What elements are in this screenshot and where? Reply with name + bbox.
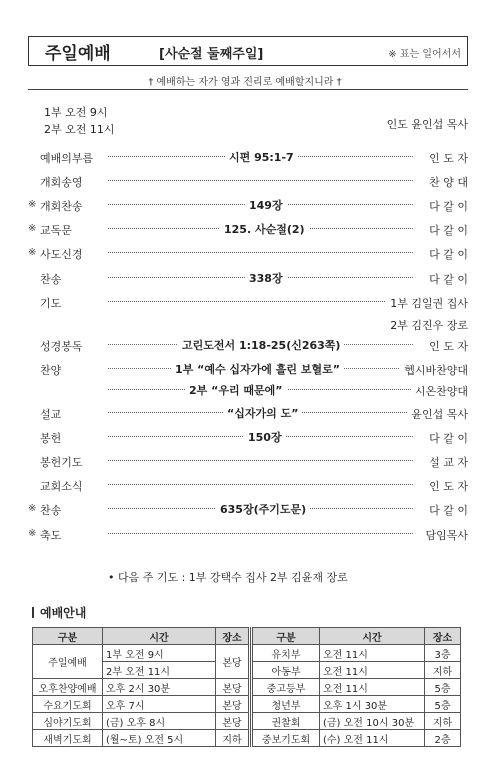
order-leader: 담임목사 bbox=[421, 527, 468, 543]
cell-place: 2층 bbox=[425, 730, 461, 747]
section-heading bbox=[32, 604, 86, 621]
order-label: 교회소식 bbox=[40, 480, 83, 493]
cell-name: 권찰회 bbox=[253, 713, 320, 730]
order-leader: 다 같 이 bbox=[425, 222, 468, 238]
table-row bbox=[33, 645, 249, 662]
cell-place: 5층 bbox=[425, 696, 461, 713]
order-leader: 인 도 자 bbox=[425, 478, 468, 494]
order-label: 찬송 bbox=[40, 504, 62, 517]
table-row bbox=[253, 645, 461, 662]
order-row bbox=[0, 500, 490, 520]
cell-place: 지하 bbox=[425, 713, 461, 730]
dot-leader bbox=[108, 533, 413, 534]
cell-time: 오후 1시 30분 bbox=[320, 696, 425, 713]
col-header: 구분 bbox=[253, 628, 320, 645]
cell-place: 5층 bbox=[425, 679, 461, 696]
order-label: 봉헌 bbox=[40, 432, 62, 445]
heading-bar bbox=[32, 607, 34, 618]
praise-2-choir: 시온찬양대 bbox=[411, 383, 468, 399]
dot-leader bbox=[108, 252, 413, 253]
standing-mark: ※ bbox=[28, 199, 37, 210]
order-label: 개회송영 bbox=[40, 176, 83, 189]
table-divider bbox=[248, 627, 251, 747]
order-label: 예배의부름 bbox=[40, 152, 94, 165]
header-box bbox=[28, 36, 468, 66]
order-content: 338장 bbox=[245, 270, 287, 286]
order-row bbox=[0, 220, 490, 240]
next-week-prayer: • 다음 주 기도 : 1부 강택수 집사 2부 김윤재 장로 bbox=[108, 571, 348, 584]
order-row bbox=[0, 452, 490, 472]
cell-name: 심야기도회 bbox=[33, 713, 103, 730]
table-row bbox=[33, 713, 249, 730]
order-leader: 윤인섭 목사 bbox=[407, 406, 468, 422]
cell-name: 새벽기도회 bbox=[33, 730, 103, 747]
order-label: 사도신경 bbox=[40, 248, 83, 261]
col-header: 장소 bbox=[425, 628, 461, 645]
dot-leader bbox=[108, 180, 413, 181]
order-row bbox=[0, 476, 490, 496]
table-row bbox=[253, 730, 461, 747]
dot-leader bbox=[108, 484, 413, 485]
order-row-praise-2 bbox=[0, 381, 490, 401]
table-row bbox=[253, 679, 461, 696]
order-label: 개회찬송 bbox=[40, 200, 83, 213]
dot-leader bbox=[108, 301, 413, 302]
service-time-2: 2부 오전 11시 bbox=[44, 123, 115, 136]
cell-name: 오후찬양예배 bbox=[33, 679, 103, 696]
service-time-1: 1부 오전 9시 bbox=[44, 106, 108, 119]
order-leader: 설 교 자 bbox=[425, 454, 468, 470]
table-row bbox=[253, 696, 461, 713]
cell-place: 3층 bbox=[425, 645, 461, 662]
order-label: 봉헌기도 bbox=[40, 456, 83, 469]
page-subtitle: [사순절 둘째주일] bbox=[159, 47, 264, 62]
order-row bbox=[0, 269, 490, 289]
order-row bbox=[0, 404, 490, 424]
cell-place: 본당 bbox=[216, 696, 249, 713]
cell-name: 아동부 bbox=[253, 662, 320, 679]
motto: † 예배하는 자가 영과 진리로 예배할지니라 † bbox=[148, 77, 342, 88]
cell-time: 2부 오전 11시 bbox=[103, 662, 216, 679]
cell-time: (금) 오후 8시 bbox=[103, 713, 216, 730]
order-leader: 다 같 이 bbox=[425, 246, 468, 262]
order-leader: 인 도 자 bbox=[425, 150, 468, 166]
col-header: 시간 bbox=[320, 628, 425, 645]
guide-title: 예배안내 bbox=[40, 606, 87, 620]
cell-time: (월~토) 오전 5시 bbox=[103, 730, 216, 747]
cell-name: 유치부 bbox=[253, 645, 320, 662]
order-row bbox=[0, 148, 490, 168]
order-row bbox=[0, 196, 490, 216]
cell-time: 오후 2시 30분 bbox=[103, 679, 216, 696]
order-row bbox=[0, 336, 490, 356]
order-content: 시편 95:1-7 bbox=[225, 149, 298, 165]
cell-name: 중고등부 bbox=[253, 679, 320, 696]
order-label: 찬양 bbox=[40, 364, 62, 377]
dot-leader bbox=[108, 460, 413, 461]
cell-name: 수요기도회 bbox=[33, 696, 103, 713]
order-content: 150장 bbox=[244, 429, 286, 445]
guide-table-left bbox=[32, 627, 249, 747]
cell-place: 본당 bbox=[216, 679, 249, 696]
order-leader: 인 도 자 bbox=[425, 338, 468, 354]
cell-name: 중보기도회 bbox=[253, 730, 320, 747]
table-row bbox=[33, 730, 249, 747]
guide-table-right bbox=[252, 627, 461, 747]
order-label: 설교 bbox=[40, 408, 62, 421]
order-content: 149장 bbox=[245, 197, 287, 213]
order-leader: 1부 김일권 집사 bbox=[386, 295, 468, 311]
order-leader: 찬 양 대 bbox=[425, 174, 468, 190]
cell-time: 오전 11시 bbox=[320, 662, 425, 679]
col-header: 구분 bbox=[33, 628, 103, 645]
order-row bbox=[0, 293, 490, 313]
order-label: 찬송 bbox=[40, 273, 62, 286]
col-header: 시간 bbox=[103, 628, 216, 645]
cell-name: 주일예배 bbox=[33, 645, 103, 679]
order-row bbox=[0, 244, 490, 264]
praise-2-title: 2부 “우리 때문에” bbox=[185, 382, 287, 398]
cell-time: 1부 오전 9시 bbox=[103, 645, 216, 662]
cell-place: 지하 bbox=[216, 730, 249, 747]
cell-name: 청년부 bbox=[253, 696, 320, 713]
prayer-second: 2부 김진우 장로 bbox=[390, 319, 468, 332]
order-content: “십자가의 도” bbox=[223, 405, 302, 421]
cell-time: (금) 오전 10시 30분 bbox=[320, 713, 425, 730]
table-row bbox=[33, 679, 249, 696]
order-row bbox=[0, 428, 490, 448]
order-leader: 다 같 이 bbox=[425, 430, 468, 446]
table-row bbox=[253, 713, 461, 730]
divider bbox=[28, 89, 468, 90]
service-times bbox=[44, 104, 115, 138]
order-label: 교독문 bbox=[40, 224, 72, 237]
order-leader: 다 같 이 bbox=[425, 271, 468, 287]
preacher: 인도 윤인섭 목사 bbox=[386, 118, 468, 131]
order-content: 635장(주기도문) bbox=[216, 501, 310, 517]
cell-time: 오후 7시 bbox=[103, 696, 216, 713]
order-row bbox=[0, 360, 490, 380]
order-leader: 다 같 이 bbox=[425, 502, 468, 518]
order-row bbox=[0, 525, 490, 545]
order-label: 성경봉독 bbox=[40, 340, 83, 353]
standing-mark: ※ bbox=[28, 503, 37, 514]
cell-time: (수) 오전 11시 bbox=[320, 730, 425, 747]
order-label: 기도 bbox=[40, 297, 62, 310]
table-row bbox=[253, 662, 461, 679]
cell-place: 본당 bbox=[216, 713, 249, 730]
cell-time: 오전 11시 bbox=[320, 645, 425, 662]
order-content: 125. 사순절(2) bbox=[220, 221, 309, 237]
standing-note: ※ 표는 일어서서 bbox=[388, 49, 461, 60]
standing-mark: ※ bbox=[28, 223, 37, 234]
order-row bbox=[0, 172, 490, 192]
table-row bbox=[33, 696, 249, 713]
page-title: 주일예배 bbox=[45, 44, 111, 64]
order-label: 축도 bbox=[40, 529, 62, 542]
cell-place: 지하 bbox=[425, 662, 461, 679]
cell-place: 본당 bbox=[216, 645, 249, 679]
order-leader: 헵시바찬양대 bbox=[400, 362, 468, 378]
order-content: 고린도전서 1:18-25(신263쪽) bbox=[178, 337, 344, 353]
standing-mark: ※ bbox=[28, 247, 37, 258]
standing-mark: ※ bbox=[28, 528, 37, 539]
order-leader: 다 같 이 bbox=[425, 198, 468, 214]
cell-time: 오전 11시 bbox=[320, 679, 425, 696]
col-header: 장소 bbox=[216, 628, 249, 645]
order-content: 1부 “예수 십자가에 흘린 보혈로” bbox=[171, 361, 344, 377]
